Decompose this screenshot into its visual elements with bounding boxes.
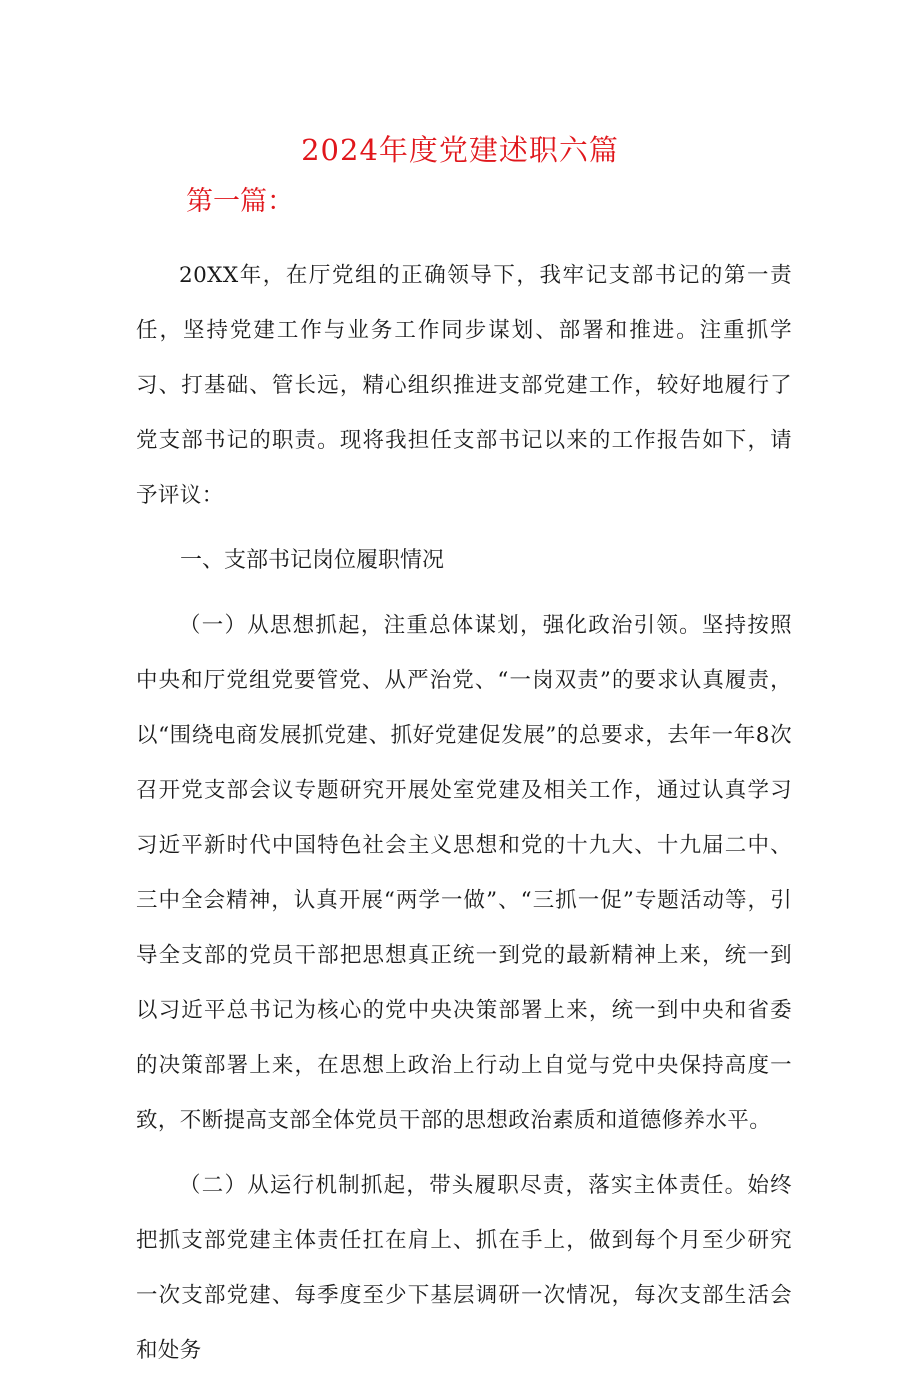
- section-heading: 一、支部书记岗位履职情况: [180, 548, 445, 573]
- document-body: [136, 248, 792, 1378]
- section-label: 第一篇：: [186, 186, 294, 217]
- intro-paragraph: 20XX年，在厅党组的正确领导下，我牢记支部书记的第一责任，坚持党建工作与业务工作同步谋划、部署和推进。注重抓学习、打基础、管长远，精心组织推进支部党建工作，较好地履行了党支部书记的职责。现将我担任支部书记以来的工作报告如下，请予评议：: [136, 263, 792, 508]
- body-paragraph-1: （一）从思想抓起，注重总体谋划，强化政治引领。坚持按照中央和厅党组党要管党、从严治党、“一岗双责”的要求认真履责，以“围绕电商发展抓党建、抓好党建促发展”的总要求，去年一年8次召开党支部会议专题研究开展处室党建及相关工作，通过认真学习习近平新时代中国特色社会主义思想和党的十九大、十九届二中、三中全会精神，认真开展“两学一做”、“三抓一促”专题活动等，引导全支部的党员干部把思想真正统一到党的最新精神上来，统一到以习近平总书记为核心的党中央决策部署上来，统一到中央和省委的决策部署上来，在思想上政治上行动上自觉与党中央保持高度一致，不断提高支部全体党员干部的思想政治素质和道德修养水平。: [136, 613, 792, 1133]
- document-title: 2024年度党建述职六篇: [301, 133, 619, 167]
- body-paragraph-2: （二）从运行机制抓起，带头履职尽责，落实主体责任。始终把抓支部党建主体责任扛在肩上、抓在手上，做到每个月至少研究一次支部党建、每季度至少下基层调研一次情况，每次支部生活会和处务: [136, 1173, 792, 1363]
